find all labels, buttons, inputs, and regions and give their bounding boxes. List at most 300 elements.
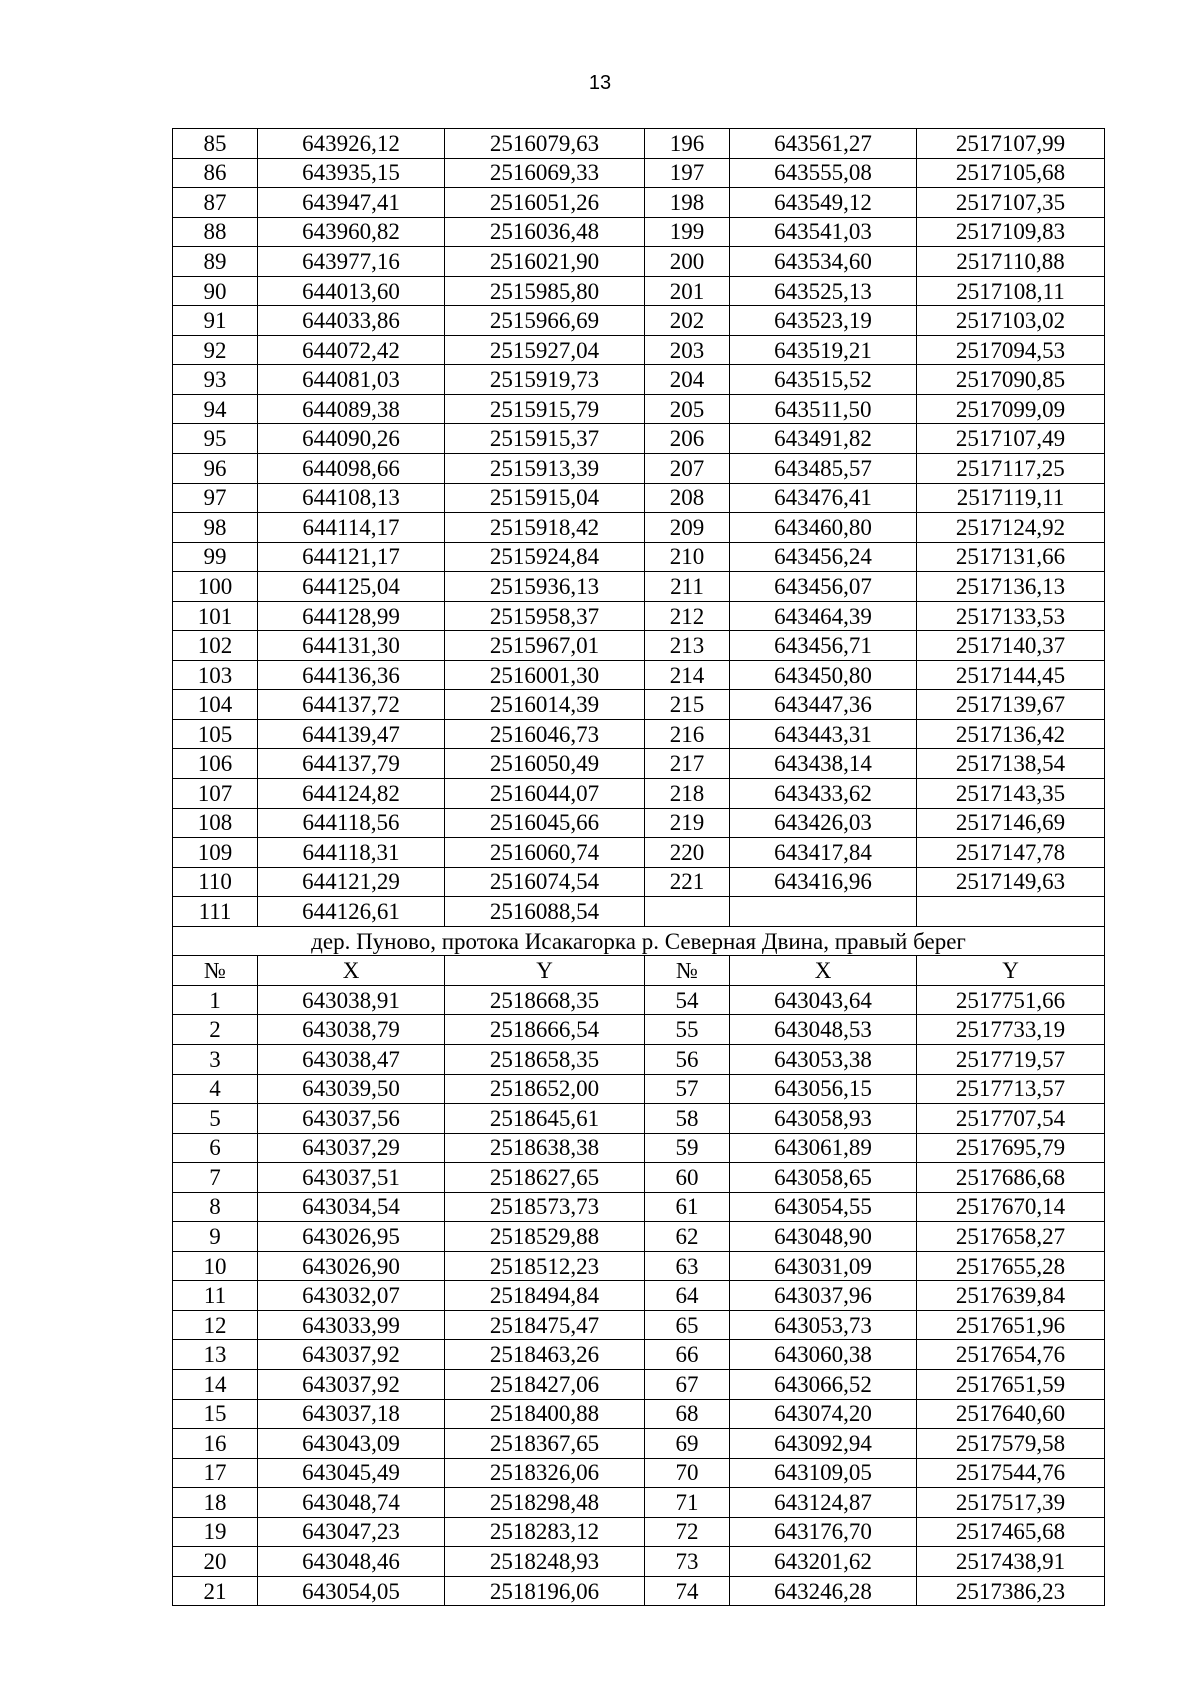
table-cell: 2516060,74 — [445, 838, 645, 868]
table-cell: 644090,26 — [258, 424, 445, 454]
table-cell: 2516021,90 — [445, 247, 645, 277]
table-row — [173, 1458, 1105, 1488]
table-cell: 2517140,37 — [917, 631, 1105, 661]
table-cell: 15 — [173, 1399, 258, 1429]
table-cell: 2517719,57 — [917, 1044, 1105, 1074]
table-cell: 86 — [173, 158, 258, 188]
table-cell: 107 — [173, 779, 258, 809]
table-cell: 643416,96 — [730, 867, 917, 897]
table-cell: 2518652,00 — [445, 1074, 645, 1104]
table-cell: 2518475,47 — [445, 1310, 645, 1340]
table-cell: 643066,52 — [730, 1369, 917, 1399]
table-row — [173, 1192, 1105, 1222]
table-cell: 2515913,39 — [445, 454, 645, 484]
table-cell: 2517686,68 — [917, 1163, 1105, 1193]
table-cell: 643541,03 — [730, 217, 917, 247]
table-cell: 644128,99 — [258, 601, 445, 631]
table-row — [173, 158, 1105, 188]
table-cell: 210 — [645, 542, 730, 572]
table-cell: 2518427,06 — [445, 1369, 645, 1399]
table-cell: 2516044,07 — [445, 779, 645, 809]
table-row — [173, 306, 1105, 336]
table-cell — [730, 897, 917, 927]
table-cell: 201 — [645, 276, 730, 306]
table-cell: 66 — [645, 1340, 730, 1370]
table-cell: 198 — [645, 188, 730, 218]
table-cell: 2515985,80 — [445, 276, 645, 306]
table-cell: 94 — [173, 394, 258, 424]
table-cell: 10 — [173, 1251, 258, 1281]
table-cell: 208 — [645, 483, 730, 513]
table-row — [173, 985, 1105, 1015]
table-cell — [645, 897, 730, 927]
table-cell: 643048,53 — [730, 1015, 917, 1045]
table-cell: 2517108,11 — [917, 276, 1105, 306]
table-cell: 106 — [173, 749, 258, 779]
table-row — [173, 1310, 1105, 1340]
table-cell: 70 — [645, 1458, 730, 1488]
table-cell: 643523,19 — [730, 306, 917, 336]
table-cell: 2517107,99 — [917, 129, 1105, 159]
table-cell: 215 — [645, 690, 730, 720]
table-cell: 7 — [173, 1163, 258, 1193]
table-cell: 643433,62 — [730, 779, 917, 809]
table-row — [173, 1163, 1105, 1193]
table-cell: 2517094,53 — [917, 335, 1105, 365]
table-cell: 644108,13 — [258, 483, 445, 513]
table-row — [173, 572, 1105, 602]
table-cell: 2517146,69 — [917, 808, 1105, 838]
table-cell: 644081,03 — [258, 365, 445, 395]
table-cell: 100 — [173, 572, 258, 602]
table-cell: 643456,07 — [730, 572, 917, 602]
table-cell: 14 — [173, 1369, 258, 1399]
table-cell: 3 — [173, 1044, 258, 1074]
table-cell: 207 — [645, 454, 730, 484]
table-cell: 643045,49 — [258, 1458, 445, 1488]
table-cell: 203 — [645, 335, 730, 365]
table-cell: 643417,84 — [730, 838, 917, 868]
table-cell: 2516088,54 — [445, 897, 645, 927]
table-cell: 643960,82 — [258, 217, 445, 247]
table-cell: 88 — [173, 217, 258, 247]
table-cell: 2517149,63 — [917, 867, 1105, 897]
table-cell: 105 — [173, 719, 258, 749]
table-cell: 89 — [173, 247, 258, 277]
table-cell: 643460,80 — [730, 513, 917, 543]
table-cell: 643038,91 — [258, 985, 445, 1015]
table-cell: 643058,65 — [730, 1163, 917, 1193]
table-cell: 2517655,28 — [917, 1251, 1105, 1281]
table-cell: 643061,89 — [730, 1133, 917, 1163]
table-cell: 643555,08 — [730, 158, 917, 188]
table-cell: 199 — [645, 217, 730, 247]
table-cell: 643426,03 — [730, 808, 917, 838]
table-cell: 2518326,06 — [445, 1458, 645, 1488]
table-cell: 2517544,76 — [917, 1458, 1105, 1488]
table-row — [173, 424, 1105, 454]
table-cell: 2517640,60 — [917, 1399, 1105, 1429]
table-cell: 2517119,11 — [917, 483, 1105, 513]
table-cell: 85 — [173, 129, 258, 159]
table-cell: 644033,86 — [258, 306, 445, 336]
table-cell: 59 — [645, 1133, 730, 1163]
table-cell: 643456,71 — [730, 631, 917, 661]
table-cell: 87 — [173, 188, 258, 218]
table-row — [173, 601, 1105, 631]
table-cell: 2515966,69 — [445, 306, 645, 336]
table-row — [173, 454, 1105, 484]
table-cell: 99 — [173, 542, 258, 572]
table-cell: 644131,30 — [258, 631, 445, 661]
table-cell: 2517579,58 — [917, 1429, 1105, 1459]
table-cell: 57 — [645, 1074, 730, 1104]
table-cell: 2517136,42 — [917, 719, 1105, 749]
table-row — [173, 1281, 1105, 1311]
column-header: № — [645, 956, 730, 986]
table-cell: 643043,64 — [730, 985, 917, 1015]
table-cell: 110 — [173, 867, 258, 897]
table-cell: 2517107,49 — [917, 424, 1105, 454]
table-cell: 213 — [645, 631, 730, 661]
table-cell: 2518638,38 — [445, 1133, 645, 1163]
table-cell: 643026,90 — [258, 1251, 445, 1281]
table-cell: 643053,73 — [730, 1310, 917, 1340]
table-cell: 2515915,04 — [445, 483, 645, 513]
table-cell: 211 — [645, 572, 730, 602]
table-cell: 643561,27 — [730, 129, 917, 159]
table-cell: 2515927,04 — [445, 335, 645, 365]
table-cell: 643037,29 — [258, 1133, 445, 1163]
table-cell: 643037,92 — [258, 1340, 445, 1370]
table-cell: 2516079,63 — [445, 129, 645, 159]
table-cell: 2516036,48 — [445, 217, 645, 247]
table-cell: 643947,41 — [258, 188, 445, 218]
table-row — [173, 1222, 1105, 1252]
table-row — [173, 1074, 1105, 1104]
table-cell: 2516001,30 — [445, 660, 645, 690]
column-header: № — [173, 956, 258, 986]
table-cell: 55 — [645, 1015, 730, 1045]
table-cell: 2518512,23 — [445, 1251, 645, 1281]
table-cell: 2518463,26 — [445, 1340, 645, 1370]
table-cell: 644114,17 — [258, 513, 445, 543]
table-cell: 643534,60 — [730, 247, 917, 277]
table-cell: 2517143,35 — [917, 779, 1105, 809]
table-cell: 643060,38 — [730, 1340, 917, 1370]
table-cell: 643043,09 — [258, 1429, 445, 1459]
table-row — [173, 749, 1105, 779]
table-cell: 92 — [173, 335, 258, 365]
table-cell: 2517138,54 — [917, 749, 1105, 779]
table-cell: 2517695,79 — [917, 1133, 1105, 1163]
table-cell: 2517438,91 — [917, 1547, 1105, 1577]
table-cell: 644121,17 — [258, 542, 445, 572]
table-row — [173, 838, 1105, 868]
table-cell: 97 — [173, 483, 258, 513]
table-cell: 2518573,73 — [445, 1192, 645, 1222]
table-cell: 2517639,84 — [917, 1281, 1105, 1311]
table-row — [173, 1015, 1105, 1045]
table-cell: 643525,13 — [730, 276, 917, 306]
table-cell: 2517131,66 — [917, 542, 1105, 572]
table-cell: 2517386,23 — [917, 1576, 1105, 1606]
table-cell: 644121,29 — [258, 867, 445, 897]
table-cell: 644118,56 — [258, 808, 445, 838]
table-cell: 2515919,73 — [445, 365, 645, 395]
table-cell: 109 — [173, 838, 258, 868]
table-cell: 2518298,48 — [445, 1488, 645, 1518]
table-cell: 2517465,68 — [917, 1517, 1105, 1547]
table-cell: 20 — [173, 1547, 258, 1577]
table-cell: 64 — [645, 1281, 730, 1311]
table-cell: 2516069,33 — [445, 158, 645, 188]
table-row — [173, 808, 1105, 838]
table-cell: 217 — [645, 749, 730, 779]
table-cell: 11 — [173, 1281, 258, 1311]
table-cell: 2518367,65 — [445, 1429, 645, 1459]
table-cell: 6 — [173, 1133, 258, 1163]
table-cell: 2517670,14 — [917, 1192, 1105, 1222]
table-cell: 644072,42 — [258, 335, 445, 365]
table-cell: 205 — [645, 394, 730, 424]
table-cell: 8 — [173, 1192, 258, 1222]
table-cell: 212 — [645, 601, 730, 631]
table-cell: 73 — [645, 1547, 730, 1577]
table-row — [173, 394, 1105, 424]
table-cell: 2515936,13 — [445, 572, 645, 602]
table-cell: 644013,60 — [258, 276, 445, 306]
table-cell: 2517109,83 — [917, 217, 1105, 247]
table-row — [173, 1044, 1105, 1074]
table-cell: 643450,80 — [730, 660, 917, 690]
table-cell: 643056,15 — [730, 1074, 917, 1104]
table-row — [173, 247, 1105, 277]
table-row — [173, 719, 1105, 749]
table-cell: 2517751,66 — [917, 985, 1105, 1015]
table-cell: 643515,52 — [730, 365, 917, 395]
table-row — [173, 129, 1105, 159]
table-row — [173, 631, 1105, 661]
table-cell: 2517099,09 — [917, 394, 1105, 424]
table-cell: 643032,07 — [258, 1281, 445, 1311]
table-cell: 2515915,79 — [445, 394, 645, 424]
table-cell: 1 — [173, 985, 258, 1015]
table-cell: 2518658,35 — [445, 1044, 645, 1074]
table-row — [173, 1547, 1105, 1577]
table-cell: 643031,09 — [730, 1251, 917, 1281]
table-header-row — [173, 956, 1105, 986]
table-row — [173, 483, 1105, 513]
table-cell: 56 — [645, 1044, 730, 1074]
table-cell: 2518529,88 — [445, 1222, 645, 1252]
table-cell: 5 — [173, 1104, 258, 1134]
table-cell: 643033,99 — [258, 1310, 445, 1340]
table-cell: 71 — [645, 1488, 730, 1518]
table-cell: 60 — [645, 1163, 730, 1193]
table-cell: 69 — [645, 1429, 730, 1459]
section-caption-row — [173, 926, 1105, 956]
table-cell: 98 — [173, 513, 258, 543]
table-cell: 2518196,06 — [445, 1576, 645, 1606]
table-cell: 643048,74 — [258, 1488, 445, 1518]
table-cell: 643039,50 — [258, 1074, 445, 1104]
table-cell: 643464,39 — [730, 601, 917, 631]
table-row — [173, 897, 1105, 927]
table-cell: 2517110,88 — [917, 247, 1105, 277]
table-cell: 643485,57 — [730, 454, 917, 484]
table-cell: 2517517,39 — [917, 1488, 1105, 1518]
table-cell: 644139,47 — [258, 719, 445, 749]
table-cell: 17 — [173, 1458, 258, 1488]
table-cell: 206 — [645, 424, 730, 454]
table-cell: 2518283,12 — [445, 1517, 645, 1547]
table-cell: 2515918,42 — [445, 513, 645, 543]
table-cell: 643048,90 — [730, 1222, 917, 1252]
table-cell: 2517713,57 — [917, 1074, 1105, 1104]
table-cell: 643047,23 — [258, 1517, 445, 1547]
table-row — [173, 660, 1105, 690]
table-cell: 2518400,88 — [445, 1399, 645, 1429]
column-header: X — [730, 956, 917, 986]
table-cell: 643511,50 — [730, 394, 917, 424]
table-cell: 644124,82 — [258, 779, 445, 809]
table-row — [173, 1399, 1105, 1429]
table-row — [173, 779, 1105, 809]
table-cell: 643443,31 — [730, 719, 917, 749]
table-cell: 644137,72 — [258, 690, 445, 720]
table-cell: 643491,82 — [730, 424, 917, 454]
table-cell: 4 — [173, 1074, 258, 1104]
table-cell: 643109,05 — [730, 1458, 917, 1488]
table-row — [173, 1429, 1105, 1459]
table-cell: 644125,04 — [258, 572, 445, 602]
table-cell: 2517144,45 — [917, 660, 1105, 690]
table-cell: 2517103,02 — [917, 306, 1105, 336]
table-cell: 202 — [645, 306, 730, 336]
table-cell: 2517090,85 — [917, 365, 1105, 395]
table-row — [173, 1576, 1105, 1606]
table-cell: 2515924,84 — [445, 542, 645, 572]
table-row — [173, 1133, 1105, 1163]
table-cell: 2518627,65 — [445, 1163, 645, 1193]
table-cell: 643054,05 — [258, 1576, 445, 1606]
table-cell: 2515958,37 — [445, 601, 645, 631]
table-cell: 644098,66 — [258, 454, 445, 484]
table-cell: 643519,21 — [730, 335, 917, 365]
table-row — [173, 542, 1105, 572]
table-row — [173, 1517, 1105, 1547]
table-row — [173, 217, 1105, 247]
table-row — [173, 1488, 1105, 1518]
table-cell: 643476,41 — [730, 483, 917, 513]
table-row — [173, 276, 1105, 306]
table-cell: 2517707,54 — [917, 1104, 1105, 1134]
table-cell: 2516014,39 — [445, 690, 645, 720]
table-cell: 643124,87 — [730, 1488, 917, 1518]
table-cell: 101 — [173, 601, 258, 631]
table-cell: 2517107,35 — [917, 188, 1105, 218]
coordinates-table — [172, 128, 1105, 1606]
column-header: Y — [917, 956, 1105, 986]
table-cell: 91 — [173, 306, 258, 336]
table-cell: 2517124,92 — [917, 513, 1105, 543]
table-cell: 96 — [173, 454, 258, 484]
page-number: 13 — [588, 72, 612, 94]
table-row — [173, 188, 1105, 218]
table-cell: 90 — [173, 276, 258, 306]
table-row — [173, 1104, 1105, 1134]
table-cell: 643456,24 — [730, 542, 917, 572]
table-cell: 644118,31 — [258, 838, 445, 868]
table-cell: 63 — [645, 1251, 730, 1281]
table-row — [173, 1251, 1105, 1281]
table-cell: 2517136,13 — [917, 572, 1105, 602]
table-cell: 2517658,27 — [917, 1222, 1105, 1252]
table-cell: 2517147,78 — [917, 838, 1105, 868]
table-cell: 643438,14 — [730, 749, 917, 779]
table-cell: 643977,16 — [258, 247, 445, 277]
table-cell: 643037,96 — [730, 1281, 917, 1311]
table-cell: 643037,92 — [258, 1369, 445, 1399]
table-cell: 2518645,61 — [445, 1104, 645, 1134]
table-cell: 643926,12 — [258, 129, 445, 159]
table-cell: 644136,36 — [258, 660, 445, 690]
table-cell: 108 — [173, 808, 258, 838]
table-cell: 16 — [173, 1429, 258, 1459]
table-cell: 67 — [645, 1369, 730, 1399]
table-cell: 2515967,01 — [445, 631, 645, 661]
table-cell: 58 — [645, 1104, 730, 1134]
table-cell: 18 — [173, 1488, 258, 1518]
table-cell: 643034,54 — [258, 1192, 445, 1222]
table-cell: 643037,51 — [258, 1163, 445, 1193]
table-cell: 2518666,54 — [445, 1015, 645, 1045]
table-cell: 54 — [645, 985, 730, 1015]
table-cell: 68 — [645, 1399, 730, 1429]
table-cell: 9 — [173, 1222, 258, 1252]
table-cell: 644089,38 — [258, 394, 445, 424]
table-cell: 72 — [645, 1517, 730, 1547]
table-cell: 2518248,93 — [445, 1547, 645, 1577]
table-cell — [917, 897, 1105, 927]
table-cell: 65 — [645, 1310, 730, 1340]
table-cell: 643549,12 — [730, 188, 917, 218]
table-cell: 643058,93 — [730, 1104, 917, 1134]
table-cell: 218 — [645, 779, 730, 809]
table-cell: 204 — [645, 365, 730, 395]
table-cell: 643038,79 — [258, 1015, 445, 1045]
table-row — [173, 335, 1105, 365]
table-cell: 74 — [645, 1576, 730, 1606]
table-cell: 643038,47 — [258, 1044, 445, 1074]
table-cell: 643176,70 — [730, 1517, 917, 1547]
table-cell: 21 — [173, 1576, 258, 1606]
table-cell: 643053,38 — [730, 1044, 917, 1074]
table-cell: 643054,55 — [730, 1192, 917, 1222]
table-cell: 2516046,73 — [445, 719, 645, 749]
table-cell: 643037,56 — [258, 1104, 445, 1134]
table-cell: 104 — [173, 690, 258, 720]
table-cell: 103 — [173, 660, 258, 690]
table-cell: 19 — [173, 1517, 258, 1547]
table-row — [173, 690, 1105, 720]
table-cell: 2517651,96 — [917, 1310, 1105, 1340]
table-cell: 644126,61 — [258, 897, 445, 927]
table-cell: 2516045,66 — [445, 808, 645, 838]
table-cell: 2517105,68 — [917, 158, 1105, 188]
column-header: X — [258, 956, 445, 986]
